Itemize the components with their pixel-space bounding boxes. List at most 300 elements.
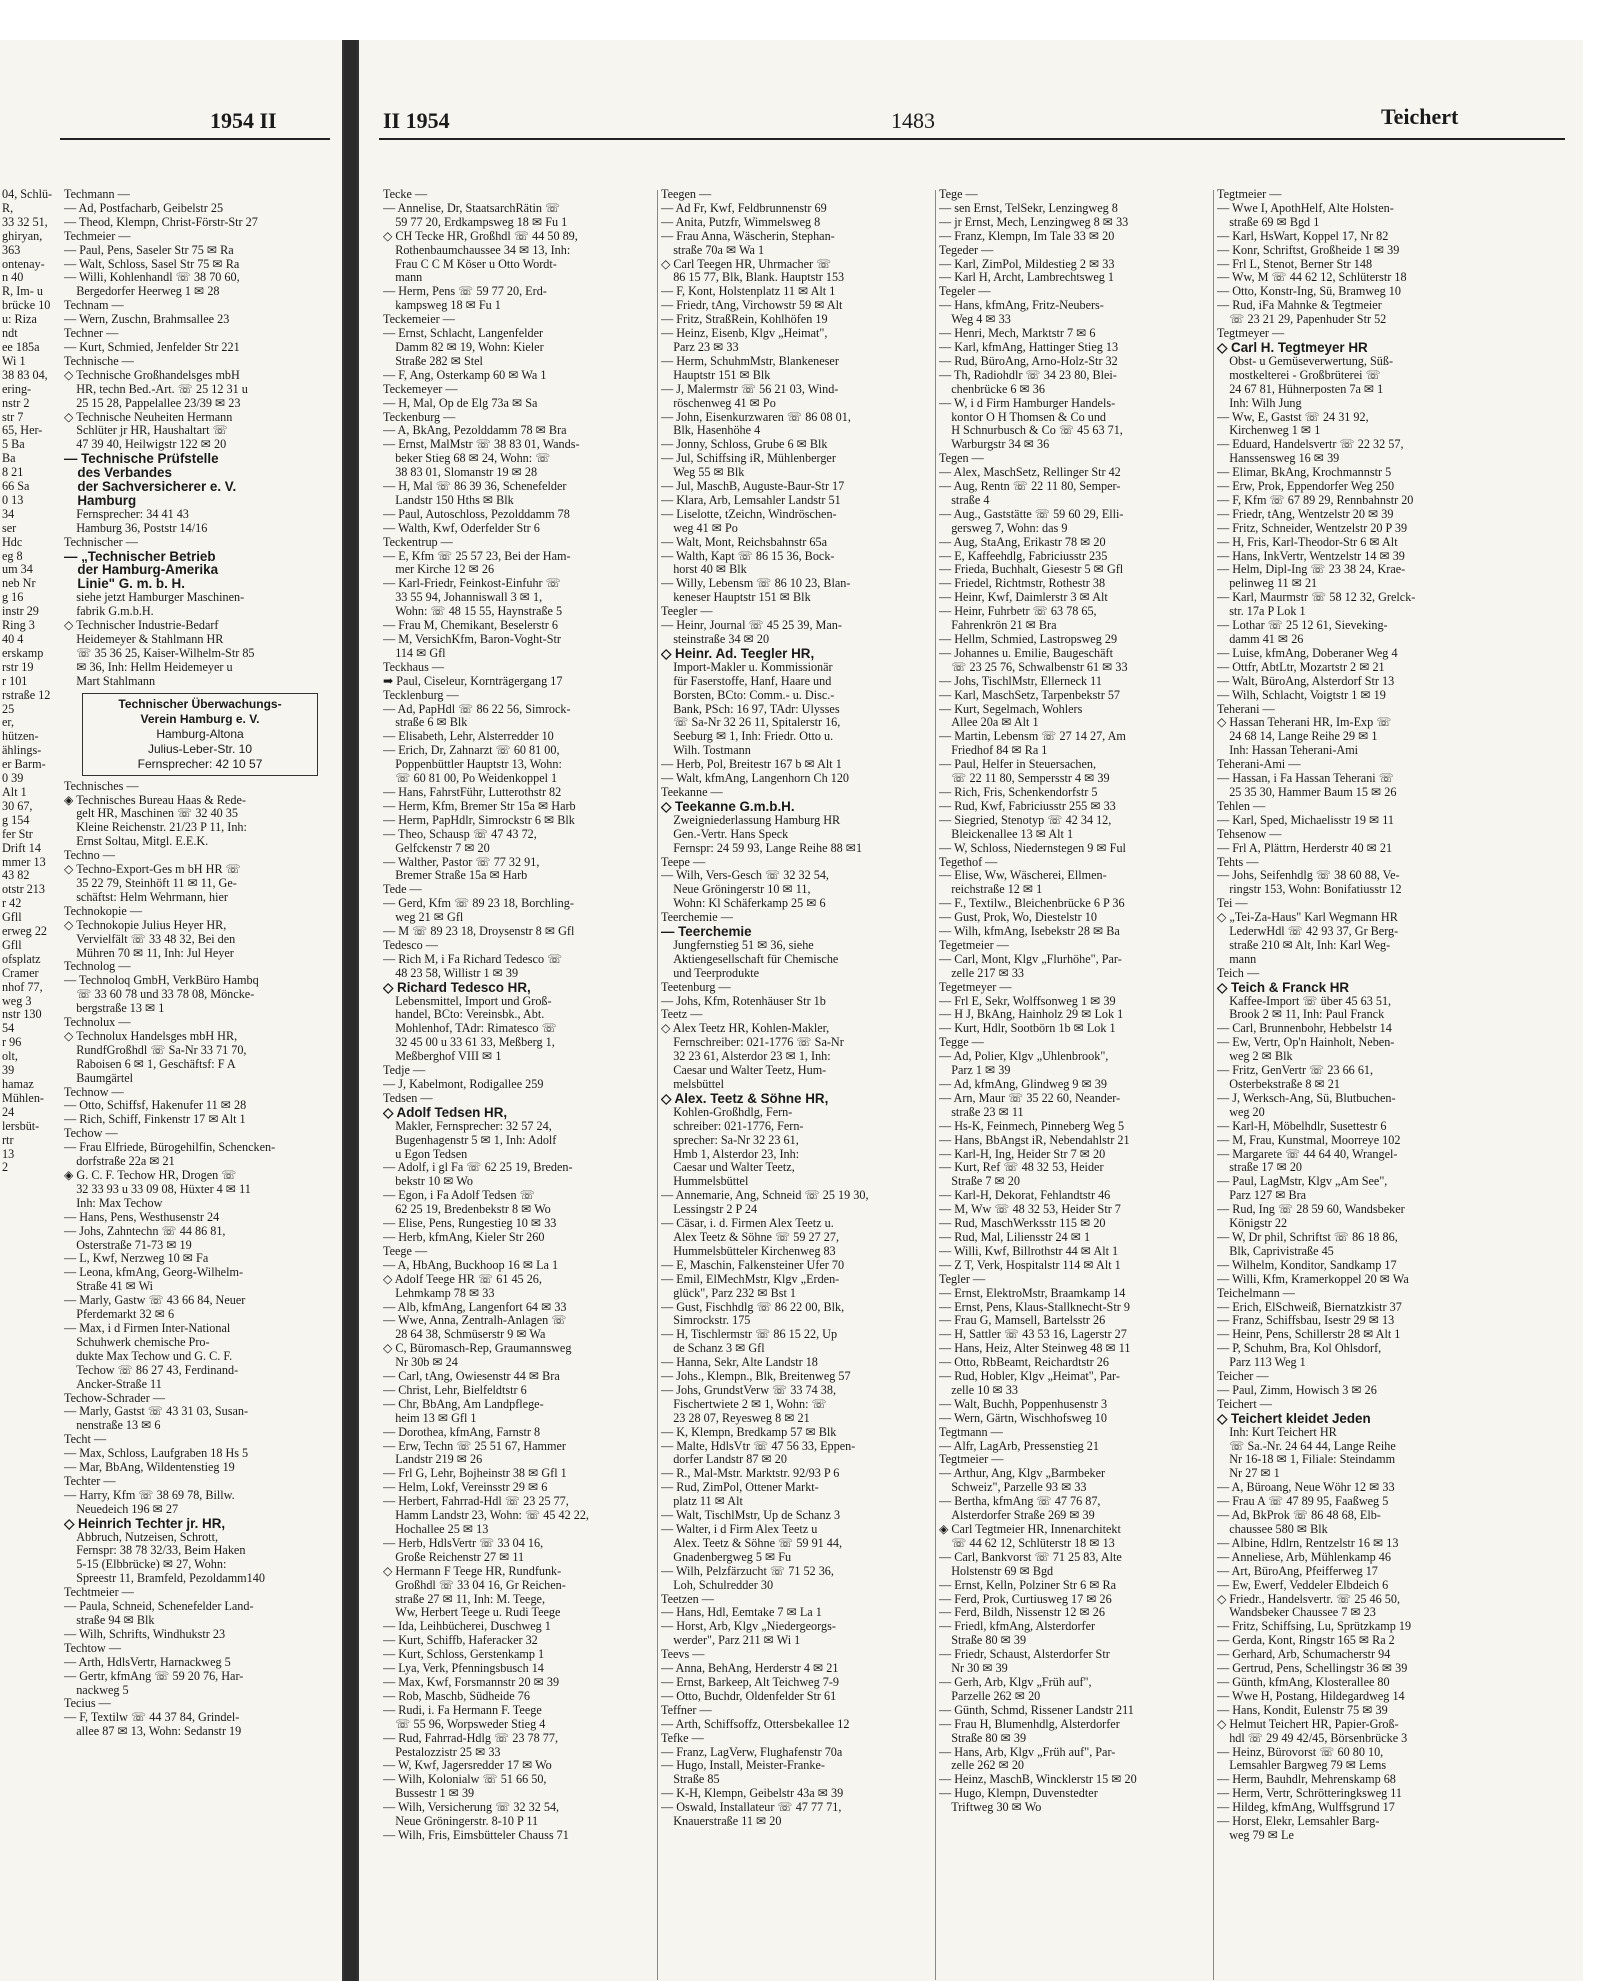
- directory-entry: Fischertwiete 2 ✉ 1, Wohn: ☏: [661, 1397, 827, 1411]
- directory-entry: — M, Frau, Kunstmal, Moorreye 102: [1217, 1133, 1401, 1147]
- directory-entry: — „Technischer Betrieb: [64, 549, 216, 564]
- directory-entry: — Paul, Helfer in Steuersachen,: [939, 758, 1097, 772]
- directory-entry: weg 41 ✉ Po: [661, 521, 738, 535]
- directory-entry: — Ernst, Pens, Klaus-Stallknecht-Str 9: [939, 1300, 1130, 1314]
- left-edge-column: [2, 188, 62, 1981]
- directory-entry: Linie" G. m. b. H.: [64, 577, 185, 592]
- directory-entry: — Wern, Zuschn, Brahmsallee 23: [64, 313, 230, 327]
- directory-entry: 39: [2, 1064, 15, 1078]
- directory-entry: — Ad, kfmAng, Glindweg 9 ✉ 39: [939, 1078, 1107, 1091]
- header-rule: [60, 138, 330, 140]
- directory-entry: — Hans, Kondit, Eulenstr 75 ✉ 39: [1217, 1703, 1388, 1717]
- directory-entry: — Wilh, Schrifts, Windhukstr 23: [64, 1627, 226, 1641]
- directory-entry: — Carl, Brunnenbohr, Hebbelstr 14: [1217, 1022, 1392, 1036]
- directory-entry: zelle 10 ✉ 33: [939, 1383, 1018, 1397]
- directory-entry: Wi 1: [2, 354, 26, 368]
- directory-entry: weg 21 ✉ Gfl: [383, 911, 464, 925]
- directory-entry: dorfer Landstr 87 ✉ 20: [661, 1453, 787, 1467]
- directory-entry: — Rud, Fahrrad-Hdlg ☏ 23 78 77,: [383, 1731, 559, 1745]
- directory-entry: — Elise, Ww, Wäscherei, Ellmen-: [939, 869, 1107, 883]
- surname-heading: Tefke —: [661, 1731, 704, 1745]
- directory-entry: — Egon, i Fa Adolf Tedsen ☏: [383, 1189, 535, 1203]
- directory-entry: Parz 113 Weg 1: [1217, 1356, 1306, 1370]
- directory-entry: Landstr 150 Hths ✉ Blk: [383, 493, 514, 507]
- directory-entry: Nr 30 ✉ 39: [939, 1662, 1008, 1676]
- surname-heading: Tei —: [1217, 897, 1248, 911]
- directory-entry: — Karl, ZimPol, Mildestieg 2 ✉ 33: [939, 257, 1115, 271]
- directory-entry: Gen.-Vertr. Hans Speck: [661, 827, 789, 841]
- surname-heading: Tehlen —: [1217, 799, 1266, 813]
- surname-heading: Teevs —: [661, 1648, 705, 1662]
- directory-entry: — Wilh, kfmAng, Isebekstr 28 ✉ Ba: [939, 925, 1120, 939]
- directory-entry: — Rud, Ing ☏ 28 59 60, Wandsbeker: [1217, 1203, 1405, 1217]
- directory-entry: — Adolf, i gl Fa ☏ 62 25 19, Breden-: [383, 1161, 573, 1175]
- advert-line1: Hamburg-Altona: [156, 726, 244, 741]
- directory-entry: — Erw, Techn ☏ 25 51 67, Hammer: [383, 1439, 566, 1453]
- directory-entry: straße 94 ✉ Blk: [64, 1614, 155, 1627]
- directory-entry: 0 13: [2, 493, 24, 507]
- surname-heading: Tegtmann —: [939, 1425, 1003, 1439]
- directory-entry: Wohn: ☏ 48 15 55, Haynstraße 5: [383, 605, 563, 619]
- directory-entry: Ancker-Straße 11: [64, 1377, 162, 1391]
- directory-entry: Hdc: [2, 535, 23, 549]
- directory-entry: — Walth, Kwf, Oderfelder Str 6: [383, 521, 540, 535]
- directory-entry: — Frau A ☏ 47 89 95, Faaßweg 5: [1217, 1495, 1389, 1509]
- directory-entry: 8 21: [2, 466, 24, 480]
- directory-entry: — Karl, kfmAng, Hattinger Stieg 13: [939, 340, 1119, 354]
- directory-entry: straße 27 ✉ 11, Inh: M. Teege,: [383, 1592, 546, 1606]
- directory-entry: Zweigniederlassung Hamburg HR: [661, 813, 841, 827]
- directory-entry: rstr 19: [2, 660, 34, 674]
- directory-entry: — Marly, Gastst ☏ 43 31 03, Susan-: [64, 1405, 249, 1419]
- directory-entry: ☏ 33 60 78 und 33 78 08, Möncke-: [64, 988, 255, 1002]
- directory-entry: u: Riza: [2, 313, 37, 327]
- directory-entry: Spreestr 11, Bramfeld, Pezoldamm140: [64, 1572, 265, 1586]
- directory-entry: — Herm, Kfm, Bremer Str 15a ✉ Harb: [383, 799, 576, 813]
- directory-entry: Heidemeyer & Stahlmann HR: [64, 633, 224, 646]
- directory-entry: — Friedr, Schaust, Alsterdorfer Str: [939, 1648, 1110, 1662]
- directory-entry: — Herb, kfmAng, Kieler Str 260: [383, 1230, 545, 1244]
- directory-entry: — Elise, Pens, Rungestieg 10 ✉ 33: [383, 1217, 557, 1231]
- surname-heading: Techner —: [64, 327, 119, 341]
- left-page-header: 1954 II: [210, 108, 277, 133]
- surname-heading: Teherani-Ami —: [1217, 758, 1301, 772]
- directory-entry: ◈ G. C. F. Techow HR, Drogen ☏: [64, 1169, 237, 1182]
- directory-entry: — H, Mal, Op de Elg 73a ✉ Sa: [383, 396, 538, 410]
- directory-entry: ◇ Carl H. Tegtmeyer HR: [1217, 340, 1368, 355]
- directory-entry: Pestalozzistr 25 ✉ 33: [383, 1745, 501, 1759]
- directory-entry: — Herm, Vertr, Schrötteringksweg 11: [1217, 1787, 1402, 1801]
- directory-entry: Königstr 22: [1217, 1217, 1288, 1231]
- directory-entry: R,: [2, 201, 14, 215]
- directory-entry: Alex Teetz & Söhne ☏ 59 27 27,: [661, 1230, 839, 1244]
- directory-entry: — Herbert, Fahrrad-Hdl ☏ 23 25 77,: [383, 1495, 569, 1509]
- directory-entry: — John, Eisenkurzwaren ☏ 86 08 01,: [661, 410, 851, 424]
- directory-entry: mmer 13: [2, 855, 46, 869]
- running-head: Teichert: [1381, 104, 1459, 129]
- directory-entry: — Hugo, Install, Meister-Franke-: [661, 1759, 825, 1773]
- surname-heading: Technische —: [64, 354, 134, 368]
- directory-entry: — Alb, kfmAng, Langenfort 64 ✉ 33: [383, 1300, 567, 1314]
- surname-heading: Teege —: [383, 1244, 428, 1258]
- directory-entry: 32 45 00 u 33 61 33, Meßberg 1,: [383, 1036, 555, 1050]
- left-page: [0, 40, 344, 1981]
- surname-heading: Techmann —: [64, 188, 130, 201]
- directory-entry: ◇ Heinrich Techter jr. HR,: [64, 1516, 226, 1531]
- directory-entry: ee 185a: [2, 340, 40, 354]
- directory-entry: — Herm, Bauhdlr, Mehrenskamp 68: [1217, 1773, 1396, 1787]
- directory-entry: Blk, Hasenhöhe 4: [661, 424, 761, 438]
- surname-heading: Tedesco —: [383, 938, 438, 952]
- directory-entry: 86 15 77, Blk, Blank. Hauptstr 153: [661, 271, 845, 285]
- directory-entry: — Gerh, Arb, Klgv „Früh auf",: [939, 1675, 1092, 1689]
- directory-entry: ser: [2, 521, 17, 535]
- surname-heading: Teffner —: [661, 1703, 712, 1717]
- surname-heading: Tegler —: [939, 1272, 986, 1286]
- directory-entry: — Malte, HdlsVtr ☏ 47 56 33, Eppen-: [661, 1439, 856, 1453]
- directory-entry: — Hans, Heiz, Alter Steinweg 48 ✉ 11: [939, 1342, 1131, 1356]
- directory-entry: — Frau Elfriede, Bürogehilfin, Schencken-: [64, 1141, 276, 1155]
- directory-entry: — J, Kabelmont, Rodigallee 259: [383, 1078, 544, 1091]
- directory-entry: — Frl L, Stenot, Berner Str 148: [1217, 257, 1373, 271]
- directory-entry: — Marly, Gastw ☏ 43 66 84, Neuer: [64, 1294, 246, 1308]
- directory-entry: — Emil, ElMechMstr, Klgv „Erden-: [661, 1272, 840, 1286]
- directory-entry: Bremer Straße 15a ✉ Harb: [383, 869, 528, 883]
- directory-entry: — Paul, LagMstr, Klgv „Am See",: [1217, 1175, 1388, 1189]
- directory-entry: — Walt, Schloss, Sasel Str 75 ✉ Ra: [64, 257, 240, 271]
- directory-entry: ☏ 35 36 25, Kaiser-Wilhelm-Str 85: [64, 646, 255, 660]
- directory-entry: 54: [2, 1022, 15, 1036]
- surname-heading: Teegen —: [661, 188, 712, 201]
- directory-entry: Inh: Wilh Jung: [1217, 396, 1302, 410]
- surname-heading: Tecius —: [64, 1697, 111, 1711]
- directory-entry: ☏ 44 62 12, Schlüterstr 18 ✉ 13: [939, 1536, 1115, 1550]
- directory-entry: — Rud, ZimPol, Ottener Markt-: [661, 1481, 819, 1495]
- directory-entry: — Klara, Arb, Lemsahler Landstr 51: [661, 493, 841, 507]
- directory-entry: Ba: [2, 452, 16, 466]
- directory-entry: gelt HR, Maschinen ☏ 32 40 35: [64, 807, 238, 821]
- directory-entry: Weg 4 ✉ 33: [939, 313, 1011, 327]
- directory-entry: — Erich, ElSchweiß, Biernatzkistr 37: [1217, 1300, 1402, 1314]
- directory-entry: Alt 1: [2, 785, 27, 799]
- directory-entry: — Wwe, Anna, Zentralh-Anlagen ☏: [383, 1314, 567, 1328]
- directory-entry: — Walt, Mont, Reichsbahnstr 65a: [661, 535, 828, 549]
- directory-entry: — Rich, Schiff, Finkenstr 17 ✉ Alt 1: [64, 1113, 246, 1127]
- directory-entry: — Elisabeth, Lehr, Alsterredder 10: [383, 730, 554, 744]
- directory-entry: — Henri, Mech, Marktstr 7 ✉ 6: [939, 327, 1096, 341]
- directory-entry: Caesar und Walter Teetz, Hum-: [661, 1064, 827, 1078]
- directory-entry: Makler, Fernsprecher: 32 57 24,: [383, 1119, 552, 1133]
- directory-entry: — Aug., Gaststätte ☏ 59 60 29, Elli-: [939, 507, 1124, 521]
- directory-entry: Obst- u Gemüseverwertung, Süß-: [1217, 354, 1394, 368]
- directory-entry: — W, i d Firm Hamburger Handels-: [939, 396, 1116, 410]
- directory-entry: mer Kirche 12 ✉ 26: [383, 563, 495, 577]
- directory-entry: — Willi, Kwf, Billrothstr 44 ✉ Alt 1: [939, 1244, 1119, 1258]
- directory-entry: de Schanz 3 ✉ Gfl: [661, 1342, 765, 1356]
- directory-entry: Alsterdorfer Straße 269 ✉ 39: [939, 1509, 1095, 1523]
- surname-heading: Teichert —: [1217, 1397, 1272, 1411]
- directory-entry: — A, HbAng, Buckhoop 16 ✉ La 1: [383, 1258, 559, 1272]
- directory-entry: nstr 130: [2, 1008, 42, 1022]
- directory-entry: — Kurt, Schloss, Gerstenkamp 1: [383, 1648, 545, 1662]
- directory-entry: ◇ Teich & Franck HR: [1217, 980, 1350, 995]
- directory-entry: Bussestr 1 ✉ 39: [383, 1787, 475, 1801]
- directory-entry: Drift 14: [2, 841, 41, 855]
- directory-entry: beker Stieg 68 ✉ 24, Wohn: ☏: [383, 452, 551, 466]
- directory-entry: Straße 7 ✉ 20: [939, 1175, 1020, 1189]
- directory-entry: — Rud, Hobler, Klgv „Heimat", Par-: [939, 1370, 1120, 1384]
- directory-entry: pelinweg 11 ✉ 21: [1217, 577, 1318, 591]
- surname-heading: Tegge —: [939, 1036, 984, 1050]
- directory-entry: — Hans, FahrstFühr, Lutterothstr 82: [383, 785, 562, 799]
- surname-heading: Tedsen —: [383, 1091, 433, 1105]
- directory-entry: ◇ Helmut Teichert HR, Papier-Groß-: [1217, 1717, 1399, 1731]
- directory-entry: 25 15 28, Pappelallee 23/39 ✉ 23: [64, 396, 241, 410]
- directory-entry: — Eduard, Handelsvertr ☏ 22 32 57,: [1217, 438, 1404, 452]
- directory-entry: — Oswald, Installateur ☏ 47 77 71,: [661, 1801, 842, 1815]
- directory-entry: Bugenhagenstr 5 ✉ 1, Inh: Adolf: [383, 1133, 557, 1147]
- directory-entry: — Otto, Konstr-Ing, Sü, Bramweg 10: [1217, 285, 1401, 299]
- directory-entry: ➡ Paul, Ciseleur, Kornträgergang 17: [383, 674, 563, 688]
- directory-entry: Straße 85: [661, 1773, 720, 1787]
- directory-entry: eg 8: [2, 549, 23, 563]
- directory-entry: — Walth, Kapt ☏ 86 15 36, Bock-: [661, 549, 835, 563]
- directory-entry: Kohlen-Großhdlg, Fern-: [661, 1105, 793, 1119]
- directory-entry: ☏ Sa.-Nr. 24 64 44, Lange Reihe: [1217, 1439, 1396, 1453]
- directory-entry: Straße 80 ✉ 39: [939, 1634, 1027, 1648]
- directory-entry: Schuhwerk chemische Pro-: [64, 1335, 210, 1349]
- directory-entry: Weg 55 ✉ Blk: [661, 466, 745, 480]
- directory-entry: — Hs-K, Feinmech, Pinneberg Weg 5: [939, 1119, 1125, 1133]
- directory-entry: ◇ Technische Neuheiten Hermann: [64, 410, 233, 424]
- directory-entry: Fernschreiber: 021-1776 ☏ Sa-Nr: [661, 1036, 844, 1050]
- directory-entry: — Aug, Rentn ☏ 22 11 80, Semper-: [939, 480, 1121, 494]
- surname-heading: Teherani —: [1217, 702, 1275, 716]
- directory-entry: er,: [2, 716, 15, 730]
- directory-entry: — Willi, Kfm, Kramerkoppel 20 ✉ Wa: [1217, 1272, 1409, 1286]
- directory-entry: — Carl, Mont, Klgv „Flurhöhe", Par-: [939, 952, 1122, 966]
- directory-entry: Hmb 1, Alsterdor 23, Inh:: [661, 1147, 800, 1161]
- directory-entry: kontor O H Thomsen & Co und: [939, 410, 1107, 424]
- directory-entry: — Christ, Lehr, Bielfeldtstr 6: [383, 1383, 527, 1397]
- surname-heading: Techt —: [64, 1433, 107, 1447]
- directory-entry: u Egon Tedsen: [383, 1147, 468, 1161]
- directory-entry: — Herb, Pol, Breitestr 167 b ✉ Alt 1: [661, 758, 842, 772]
- directory-entry: Blk, Caprivistraße 45: [1217, 1244, 1334, 1258]
- directory-entry: — Heinz, Eisenb, Klgv „Heimat",: [661, 327, 828, 341]
- directory-entry: Parz 127 ✉ Bra: [1217, 1189, 1307, 1203]
- directory-entry: — Siegried, Stenotyp ☏ 42 34 12,: [939, 813, 1112, 827]
- advert-box: [82, 693, 318, 776]
- directory-entry: — Carl, Bankvorst ☏ 71 25 83, Alte: [939, 1550, 1122, 1564]
- directory-entry: — Johs, Seifenhdlg ☏ 38 60 88, Ve-: [1217, 869, 1400, 883]
- directory-entry: — Arn, Maur ☏ 35 22 60, Neander-: [939, 1091, 1121, 1105]
- directory-entry: — W, Kwf, Jagersredder 17 ✉ Wo: [383, 1759, 552, 1773]
- surname-heading: Tegetmeier —: [939, 938, 1009, 952]
- advert-line2: Julius-Leber-Str. 10: [147, 741, 253, 756]
- surname-heading: Technolux —: [64, 1016, 131, 1030]
- directory-entry: — Erich, Dr, Zahnarzt ☏ 60 81 00,: [383, 744, 560, 758]
- surname-heading: Technow —: [64, 1085, 124, 1099]
- directory-entry: — Lya, Verk, Pfenningsbusch 14: [383, 1662, 544, 1676]
- directory-entry: — Ida, Leihbücherei, Duschweg 1: [383, 1620, 551, 1634]
- surname-heading: Techter —: [64, 1474, 116, 1488]
- directory-entry: Allee 20a ✉ Alt 1: [939, 716, 1039, 730]
- directory-entry: — R., Mal-Mstr. Marktstr. 92/93 P 6: [661, 1467, 840, 1481]
- directory-entry: — Frau H, Blumenhdlg, Alsterdorfer: [939, 1717, 1120, 1731]
- directory-entry: — Frl G, Lehr, Bojheinstr 38 ✉ Gfl 1: [383, 1467, 567, 1481]
- directory-entry: HR, techn Bed.-Art. ☏ 25 12 31 u: [64, 382, 248, 396]
- directory-entry: 35 22 79, Steinhöft 11 ✉ 11, Ge-: [64, 876, 237, 890]
- directory-entry: Kleine Reichenstr. 21/23 P 11, Inh:: [64, 821, 247, 835]
- directory-entry: ering-: [2, 382, 32, 396]
- directory-entry: — Jonny, Schloss, Grube 6 ✉ Blk: [661, 438, 828, 452]
- directory-entry: Bergedorfer Heerweg 1 ✉ 28: [64, 285, 220, 299]
- directory-entry: ◈ Technisches Bureau Haas & Rede-: [64, 793, 246, 807]
- directory-entry: — Leona, kfmAng, Georg-Wilhelm-: [64, 1266, 244, 1280]
- directory-entry: steinstraße 34 ✉ 20: [661, 633, 770, 646]
- directory-entry: Jungfernstieg 51 ✉ 36, siehe: [661, 938, 814, 952]
- directory-entry: — Hans, Hdl, Eemtake 7 ✉ La 1: [661, 1606, 822, 1620]
- directory-entry: siehe jetzt Hamburger Maschinen-: [64, 591, 245, 605]
- directory-entry: weg 3: [2, 994, 32, 1008]
- directory-entry: Ring 3: [2, 619, 35, 633]
- directory-entry: — Th, Radiohdlr ☏ 34 23 80, Blei-: [939, 368, 1117, 382]
- directory-entry: — Margarete ☏ 44 64 40, Wrangel-: [1217, 1147, 1398, 1161]
- directory-entry: kampsweg 18 ✉ Fu 1: [383, 299, 501, 313]
- surname-heading: Teckemeyer —: [383, 382, 458, 396]
- directory-entry: ◇ Heinr. Ad. Teegler HR,: [661, 646, 815, 661]
- directory-entry: — Dorothea, kfmAng, Farnstr 8: [383, 1425, 541, 1439]
- directory-entry: — Technische Prüfstelle: [64, 452, 219, 467]
- directory-entry: nackweg 5: [64, 1683, 129, 1697]
- directory-entry: — Fritz, StraßRein, Kohlhöfen 19: [661, 313, 828, 327]
- directory-entry: ◇ Technokopie Julius Heyer HR,: [64, 918, 227, 932]
- directory-entry: 62 25 19, Bredenbekstr 8 ✉ Wo: [383, 1203, 551, 1217]
- directory-entry: — Ferd, Bildh, Nissenstr 12 ✉ 26: [939, 1606, 1105, 1620]
- directory-entry: — F., Textilw., Bleichenbrücke 6 P 36: [939, 897, 1125, 911]
- directory-entry: Hauptstr 151 ✉ Blk: [661, 368, 771, 382]
- directory-entry: brücke 10: [2, 299, 51, 313]
- directory-entry: — Annemarie, Ang, Schneid ☏ 25 19 30,: [661, 1189, 869, 1203]
- directory-entry: Osterbekstraße 8 ✉ 21: [1217, 1078, 1340, 1091]
- directory-entry: Caesar und Walter Teetz,: [661, 1161, 795, 1175]
- directory-entry: neb Nr: [2, 577, 36, 591]
- directory-entry: — Gust, Fischhdlg ☏ 86 22 00, Blk,: [661, 1300, 845, 1314]
- directory-entry: Hummelsbütteler Kirchenweg 83: [661, 1244, 836, 1258]
- directory-entry: — Heinr, Kwf, Daimlerstr 3 ✉ Alt: [939, 591, 1108, 605]
- directory-entry: straße 23 ✉ 11: [939, 1105, 1024, 1119]
- surname-heading: Teich —: [1217, 966, 1260, 980]
- directory-entry: — Wwe H, Postang, Hildegardweg 14: [1217, 1689, 1405, 1703]
- directory-entry: — Jul, MaschB, Auguste-Baur-Str 17: [661, 480, 845, 494]
- directory-entry: — Paul, Pens, Saseler Str 75 ✉ Ra: [64, 243, 234, 257]
- directory-entry: Inh: Kurt Teichert HR: [1217, 1425, 1337, 1439]
- directory-entry: 24 68 14, Lange Reihe 29 ✉ 1: [1217, 730, 1378, 744]
- directory-entry: 33 32 51,: [2, 215, 48, 229]
- directory-entry: — Konr, Schriftst, Großheide 1 ✉ 39: [1217, 243, 1400, 257]
- directory-entry: 24 67 81, Hühnerposten 7a ✉ 1: [1217, 382, 1384, 396]
- directory-entry: Neuedeich 196 ✉ 27: [64, 1502, 179, 1516]
- directory-entry: 2: [2, 1161, 9, 1175]
- directory-entry: Lebensmittel, Import und Groß-: [383, 994, 552, 1008]
- directory-entry: Wilh. Tostmann: [661, 744, 751, 758]
- directory-entry: ☏ 23 21 29, Papenhuder Str 52: [1217, 313, 1387, 327]
- directory-entry: — Friedr, tAng, Wentzelstr 20 ✉ 39: [1217, 507, 1394, 521]
- directory-entry: — M, VersichKfm, Baron-Voght-Str: [383, 633, 561, 646]
- directory-entry: für Faserstoffe, Hanf, Haare und: [661, 674, 832, 688]
- directory-entry: ◇ Friedr., Handelsvertr. ☏ 25 46 50,: [1217, 1592, 1401, 1606]
- directory-entry: gersweg 7, Wohn: das 9: [939, 521, 1068, 535]
- directory-entry: — J, Werksch-Ang, Sü, Blutbuchen-: [1217, 1091, 1396, 1105]
- directory-entry: — F, Kont, Holstenplatz 11 ✉ Alt 1: [661, 285, 836, 299]
- directory-entry: — Johs, GrundstVerw ☏ 33 74 38,: [661, 1383, 837, 1397]
- directory-entry: — Karl-H, Ing, Heider Str 7 ✉ 20: [939, 1147, 1106, 1161]
- directory-entry: Abbruch, Nutzeisen, Schrott,: [64, 1530, 219, 1544]
- directory-entry: der Sachversicherer e. V.: [64, 480, 237, 494]
- directory-entry: ◇ Alex. Teetz & Söhne HR,: [661, 1091, 829, 1106]
- directory-column-2: [661, 188, 931, 1981]
- directory-entry: Fernspr: 38 78 32/33, Beim Haken: [64, 1544, 246, 1558]
- directory-entry: bekstr 10 ✉ Wo: [383, 1175, 473, 1189]
- directory-entry: ☏ Sa-Nr 32 26 11, Spitalerstr 16,: [661, 716, 841, 730]
- directory-entry: ☏ 60 81 00, Po Weidenkoppel 1: [383, 772, 558, 786]
- directory-entry: — Heinr, Pens, Schillerstr 28 ✉ Alt 1: [1217, 1328, 1401, 1342]
- directory-entry: mostkelterei - Großbrüterei ☏: [1217, 368, 1381, 382]
- directory-entry: — Herm, Pens ☏ 59 77 20, Erd-: [383, 285, 547, 299]
- directory-entry: Hanssensweg 16 ✉ 39: [1217, 452, 1340, 466]
- directory-entry: Mühlen-: [2, 1091, 44, 1105]
- directory-entry: ◇ Alex Teetz HR, Kohlen-Makler,: [661, 1022, 830, 1036]
- directory-entry: lersbüt-: [2, 1119, 40, 1133]
- directory-entry: 13: [2, 1147, 15, 1161]
- directory-entry: — Ad, Polier, Klgv „Uhlenbrook",: [939, 1050, 1109, 1064]
- directory-entry: — Wilhelm, Konditor, Sandkamp 17: [1217, 1258, 1397, 1272]
- directory-entry: olt,: [2, 1050, 18, 1064]
- directory-entry: — Ad Fr, Kwf, Feldbrunnenstr 69: [661, 201, 827, 215]
- directory-entry: — Alex, MaschSetz, Rellinger Str 42: [939, 466, 1121, 480]
- directory-entry: Borsten, BCto: Comm.- u. Disc.-: [661, 688, 835, 702]
- directory-entry: bergstraße 13 ✉ 1: [64, 1002, 165, 1016]
- directory-entry: — Kurt, Schiffb, Haferacker 32: [383, 1634, 538, 1648]
- directory-entry: instr 29: [2, 605, 39, 619]
- directory-entry: — Theo, Schausp ☏ 47 43 72,: [383, 827, 537, 841]
- directory-entry: — Anita, Putzfr, Wimmelsweg 8: [661, 215, 821, 229]
- surname-heading: Teegler —: [661, 605, 713, 619]
- directory-entry: — Hans, Pens, Westhusenstr 24: [64, 1210, 220, 1224]
- surname-heading: Teckemeier —: [383, 313, 455, 327]
- surname-heading: Techtow —: [64, 1641, 122, 1655]
- directory-entry: 33 55 94, Johanniswall 3 ✉ 1,: [383, 591, 543, 605]
- directory-entry: — W, Dr phil, Schriftst ☏ 86 18 86,: [1217, 1230, 1398, 1244]
- directory-entry: ◇ Technolux Handelsges mbH HR,: [64, 1029, 238, 1043]
- surname-heading: Tedje —: [383, 1064, 426, 1078]
- directory-entry: — Ernst, Barkeep, Alt Teichweg 7-9: [661, 1675, 839, 1689]
- directory-entry: H Schnurbusch & Co ☏ 45 63 71,: [939, 424, 1123, 438]
- directory-entry: weg 20: [1217, 1105, 1265, 1119]
- directory-entry: Cramer: [2, 966, 39, 980]
- directory-entry: n 40: [2, 271, 24, 285]
- directory-entry: — jr Ernst, Mech, Lenzingweg 8 ✉ 33: [939, 215, 1129, 229]
- directory-entry: — H, Sattler ☏ 43 53 16, Lagerstr 27: [939, 1328, 1127, 1342]
- directory-entry: Poppenbüttler Hauptstr 13, Wohn:: [383, 758, 562, 772]
- directory-entry: — Rud, MaschWerksstr 115 ✉ 20: [939, 1217, 1106, 1231]
- directory-entry: Osterstraße 71-73 ✉ 19: [64, 1238, 192, 1252]
- directory-entry: er Barm-: [2, 758, 46, 772]
- directory-entry: Vervielfält ☏ 33 48 32, Bei den: [64, 932, 236, 946]
- directory-entry: ofsplatz: [2, 952, 41, 966]
- directory-entry: des Verbandes: [64, 466, 172, 481]
